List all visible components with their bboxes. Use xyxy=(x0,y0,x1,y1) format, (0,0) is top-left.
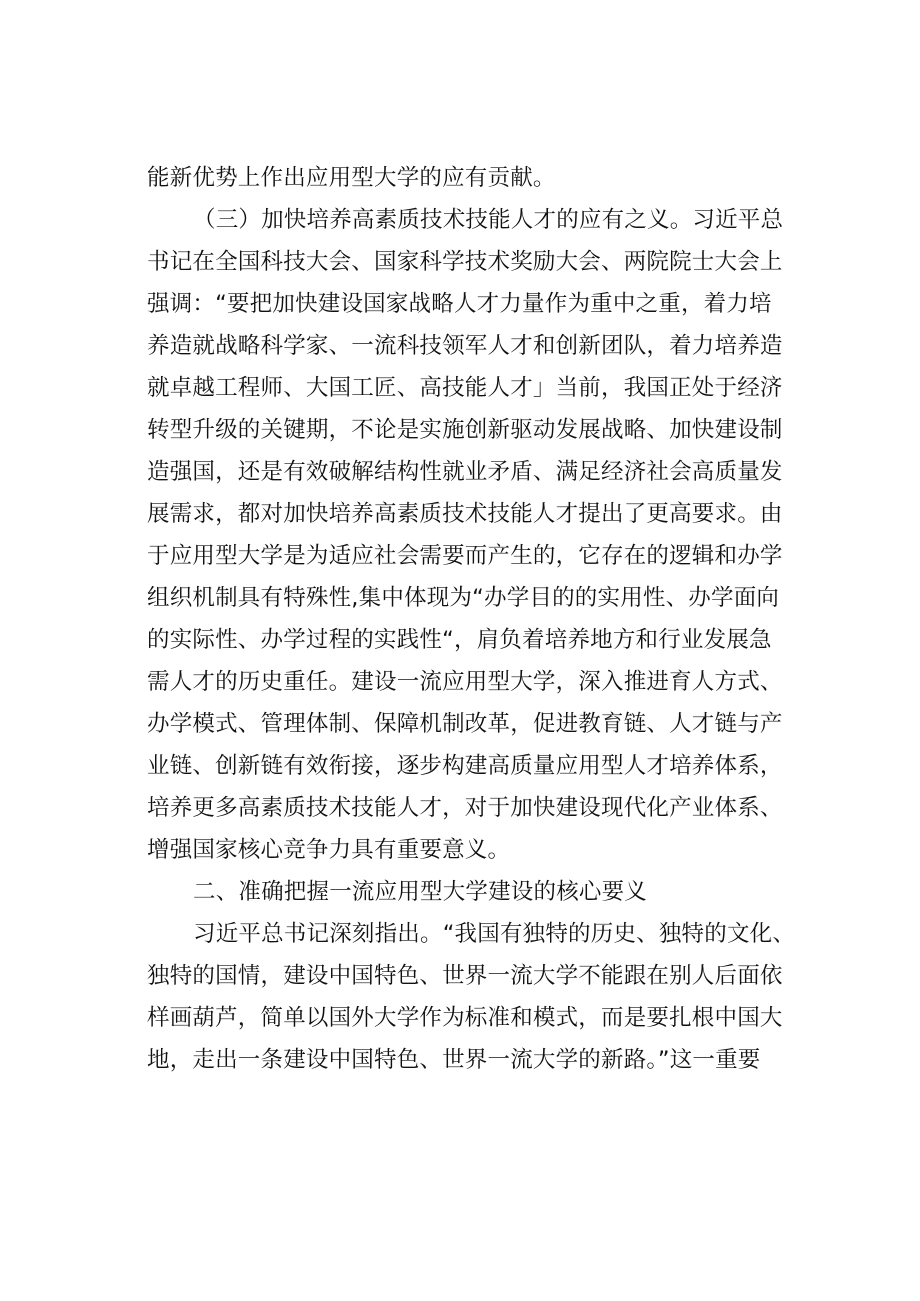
text-line: 转型升级的关键期，不论是实施创新驱动发展战略、加快建设制 xyxy=(147,417,783,443)
text-line: 就卓越工程师、大国工匠、高技能人才」当前，我国正处于经济 xyxy=(147,375,783,401)
text-line: 强调：“要把加快建设国家战略人才力量作为重中之重，着力培 xyxy=(147,291,772,317)
text-line: 业链、创新链有效衔接，逐步构建高质量应用型人才培养体系， xyxy=(147,753,783,779)
text-line: 办学模式、管理体制、保障机制改革，促进教育链、人才链与产 xyxy=(147,711,783,737)
text-line: 样画葫芦，简单以国外大学作为标准和模式，而是要扎根中国大 xyxy=(147,1005,783,1031)
text-line: 的实际性、办学过程的实践性“，肩负着培养地方和行业发展急 xyxy=(147,627,772,653)
text-line: 书记在全国科技大会、国家科学技术奖励大会、两院院士大会上 xyxy=(147,249,783,275)
text-line: 独特的国情，建设中国特色、世界一流大学不能跟在别人后面依 xyxy=(147,963,783,989)
text-line: 造强国，还是有效破解结构性就业矛盾、满足经济社会高质量发 xyxy=(147,459,783,485)
text-line: 地，走出一条建设中国特色、世界一流大学的新路。”这一重要 xyxy=(147,1047,761,1073)
text-line: 需人才的历史重任。建设一流应用型大学，深入推进育人方式、 xyxy=(147,669,783,695)
text-line: 组织机制具有特殊性,集中体现为“办学目的的实用性、办学面向 xyxy=(147,585,780,611)
text-line: 养造就战略科学家、一流科技领军人才和创新团队，着力培养造 xyxy=(147,333,783,359)
text-line: 增强国家核心竞争力具有重要意义。 xyxy=(147,837,511,863)
text-line: 习近平总书记深刻指出。“我国有独特的历史、独特的文化、 xyxy=(193,921,796,947)
text-line: 于应用型大学是为适应社会需要而产生的，它存在的逻辑和办学 xyxy=(147,543,783,569)
section-heading-3: （三）加快培养高素质技术技能人才的应有之义。习近平总 xyxy=(193,207,784,233)
text-line: 能新优势上作出应用型大学的应有贡献。 xyxy=(147,165,556,191)
section-heading-2: 二、准确把握一流应用型大学建设的核心要义 xyxy=(193,879,648,905)
text-line: 培养更多高素质技术技能人才，对于加快建设现代化产业体系、 xyxy=(147,795,783,821)
text-line: 展需求，都对加快培养高素质技术技能人才提出了更高要求。由 xyxy=(147,501,783,527)
